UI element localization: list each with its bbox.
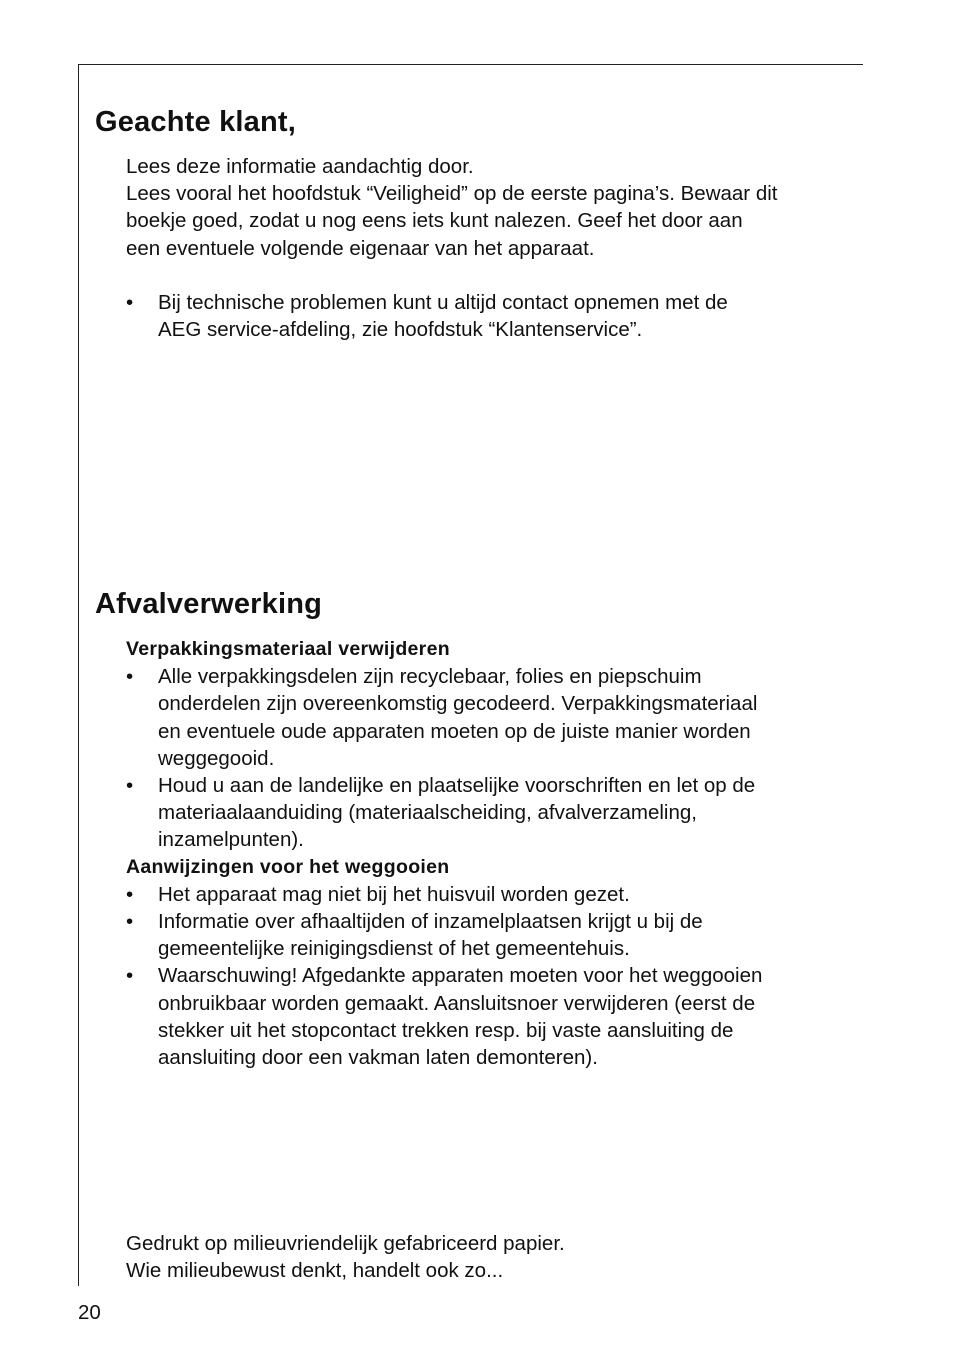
intro-bullet-list <box>126 289 846 343</box>
note-line: Gedrukt op milieuvriendelijk gefabriceerd papier. <box>126 1232 565 1255</box>
list-item-line: Bij technische problemen kunt u altijd contact opnemen met de <box>158 291 728 314</box>
intro-paragraph <box>126 153 846 262</box>
bullet-marker: • <box>126 291 134 314</box>
list-item-line: weggegooid. <box>158 746 275 770</box>
subheading-packaging: Verpakkingsmateriaal verwijderen <box>126 638 450 660</box>
list-item <box>126 881 846 908</box>
list-item <box>126 908 846 962</box>
afvalverwerking-body <box>126 636 846 1071</box>
list-item-line: onderdelen zijn overeenkomstig gecodeerd. Verpakkingsmateriaal <box>158 692 758 716</box>
list-item-line: Informatie over afhaaltijden of inzamelplaatsen krijgt u bij de <box>158 910 703 934</box>
list-item-line: gemeentelijke reinigingsdienst of het gemeentehuis. <box>158 937 630 961</box>
list-item <box>126 772 846 854</box>
list-item-line: Houd u aan de landelijke en plaatselijke voorschriften en let op de <box>158 774 756 798</box>
intro-line: Lees deze informatie aandachtig door. <box>126 155 474 178</box>
list-item-line: materiaalaanduiding (materiaalscheiding, afvalverzameling, <box>158 801 697 825</box>
intro-line: Lees vooral het hoofdstuk “Veiligheid” op de eerste pagina’s. Bewaar dit <box>126 182 778 206</box>
top-rule <box>78 64 863 65</box>
bullet-marker: • <box>126 910 134 934</box>
bullet-marker: • <box>126 774 134 798</box>
packaging-bullet-list <box>126 663 846 853</box>
list-item-line: Alle verpakkingsdelen zijn recyclebaar, folies en piepschuim <box>158 665 702 689</box>
environment-note <box>126 1230 846 1284</box>
list-item-line: onbruikbaar worden gemaakt. Aansluitsnoer verwijderen (eerst de <box>158 991 756 1015</box>
bullet-marker: • <box>126 882 134 906</box>
list-item <box>126 663 846 772</box>
subheading-disposal: Aanwijzingen voor het weggooien <box>126 855 450 878</box>
list-item-line: Waarschuwing! Afgedankte apparaten moeten voor het weggooien <box>158 964 763 988</box>
list-item <box>126 289 846 343</box>
list-item-line: en eventuele oude apparaten moeten op de juiste manier worden <box>158 719 751 743</box>
disposal-bullet-list <box>126 881 846 1071</box>
bullet-marker: • <box>126 665 134 689</box>
list-item-line: stekker uit het stopcontact trekken resp. bij vaste aansluiting de <box>158 1018 734 1042</box>
list-item <box>126 962 846 1071</box>
greeting-heading: Geachte klant, <box>95 106 297 138</box>
note-line: Wie milieubewust denkt, handelt ook zo... <box>126 1259 504 1283</box>
left-margin-rule <box>78 64 79 1286</box>
bullet-marker: • <box>126 964 134 988</box>
page-number: 20 <box>78 1301 101 1324</box>
intro-line: boekje goed, zodat u nog eens iets kunt nalezen. Geef het door aan <box>126 209 743 233</box>
intro-line: een eventuele volgende eigenaar van het apparaat. <box>126 236 595 260</box>
list-item-line: inzamelpunten). <box>158 828 304 852</box>
list-item-line: aansluiting door een vakman laten demonteren). <box>158 1046 598 1070</box>
afvalverwerking-heading: Afvalverwerking <box>95 588 323 620</box>
list-item-line: AEG service-afdeling, zie hoofdstuk “Klantenservice”. <box>158 318 643 342</box>
list-item-line: Het apparaat mag niet bij het huisvuil worden gezet. <box>158 882 630 906</box>
